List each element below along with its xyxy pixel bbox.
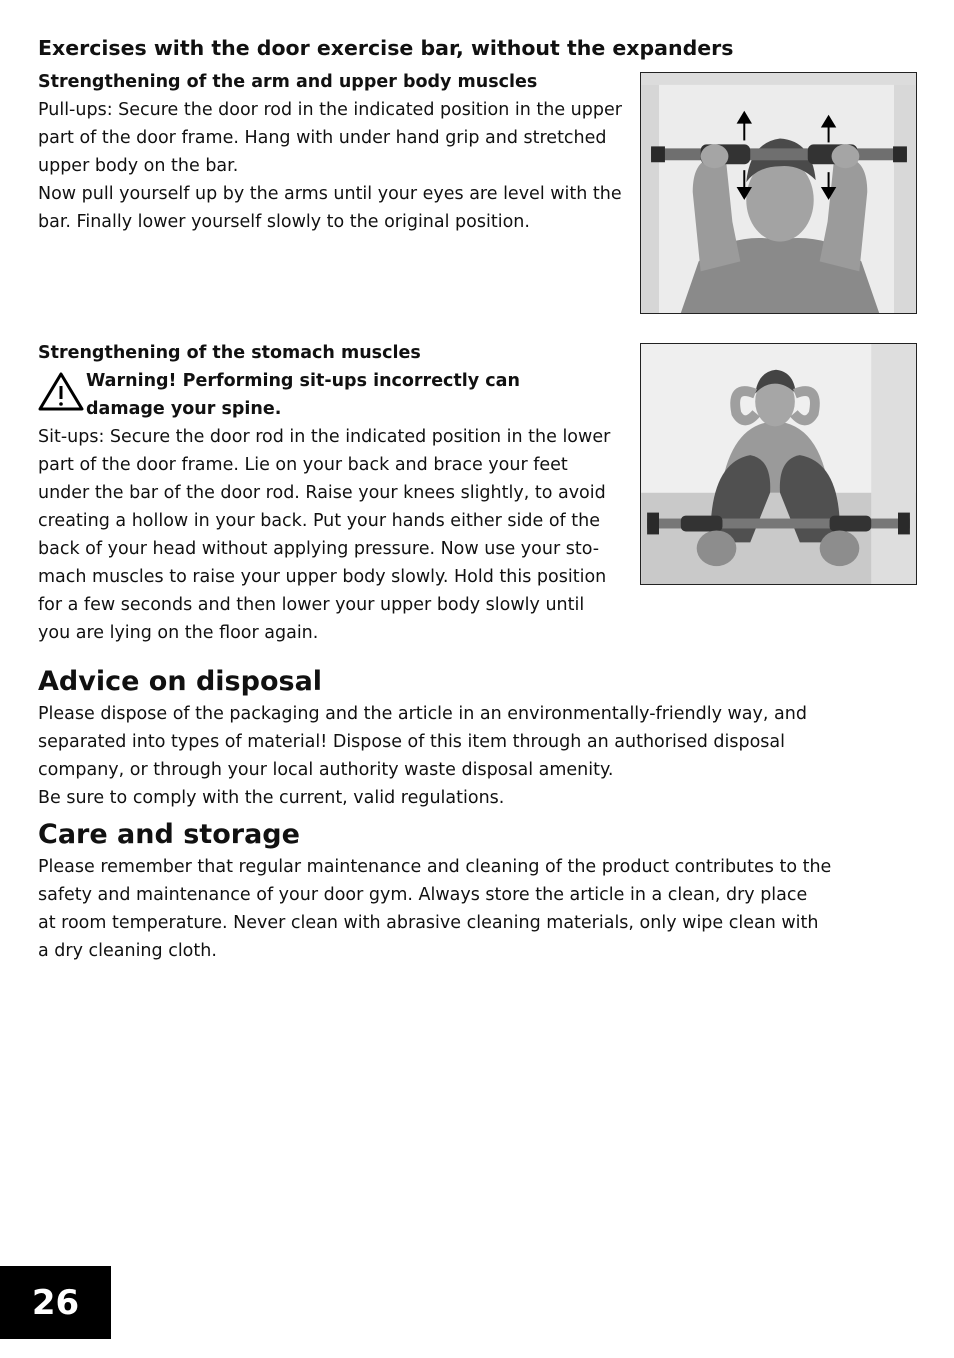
disposal-text: Please dispose of the packaging and the article in an environmentally-friendly way, and separated into types of material! Dispose of this item through an authorised disposal company, or through your local authority waste disposal amenity. Be sure to comply with the current, valid regulations. (38, 704, 807, 808)
arms-heading: Strengthening of the arm and upper body muscles (38, 72, 538, 92)
section-arm-upper-body (38, 68, 638, 236)
warning-notice (38, 367, 630, 423)
arms-instructions: Pull-ups: Secure the door rod in the indicated position in the upper part of the door frame. Hang with under hand grip and stretched upper body on the bar. Now pull yourself up by the arms until your eyes are level with the bar. Finally lower yourself slowly to the original position. (38, 100, 622, 232)
care-heading: Care and storage (38, 819, 300, 850)
pull-up-photo (640, 72, 917, 314)
stomach-instructions: Sit-ups: Secure the door rod in the indicated position in the lower part of the door frame. Lie on your back and brace your feet under the bar of the door rod. Raise your knees slightly, to avoid creating a hollow in your back. Put your hands either side of the back of your head without applying pressure. Now use your sto- mach muscles to raise your upper body slowly. Hold this position for a few seconds and then lower your upper body slowly until you are lying on the floor again. (38, 427, 611, 643)
disposal-heading: Advice on disposal (38, 666, 323, 697)
page-number: 26 (0, 1266, 111, 1339)
sit-up-photo (640, 343, 917, 585)
page-title: Exercises with the door exercise bar, without the expanders (38, 36, 734, 60)
section-disposal (38, 664, 898, 812)
stomach-heading: Strengthening of the stomach muscles (38, 343, 421, 363)
care-text: Please remember that regular maintenance and cleaning of the product contributes to the safety and maintenance of your door gym. Always store the article in a clean, dry place at room temperature. Never clean with abrasive cleaning materials, only wipe clean with a dry cleaning cloth. (38, 857, 832, 961)
warning-text: Warning! Performing sit-ups incorrectly can damage your spine. (86, 371, 520, 419)
section-care-storage (38, 817, 898, 965)
warning-triangle-icon (38, 367, 86, 415)
sit-up-illustration (641, 344, 916, 584)
pull-up-illustration (641, 73, 916, 313)
section-stomach-muscles (38, 339, 630, 647)
